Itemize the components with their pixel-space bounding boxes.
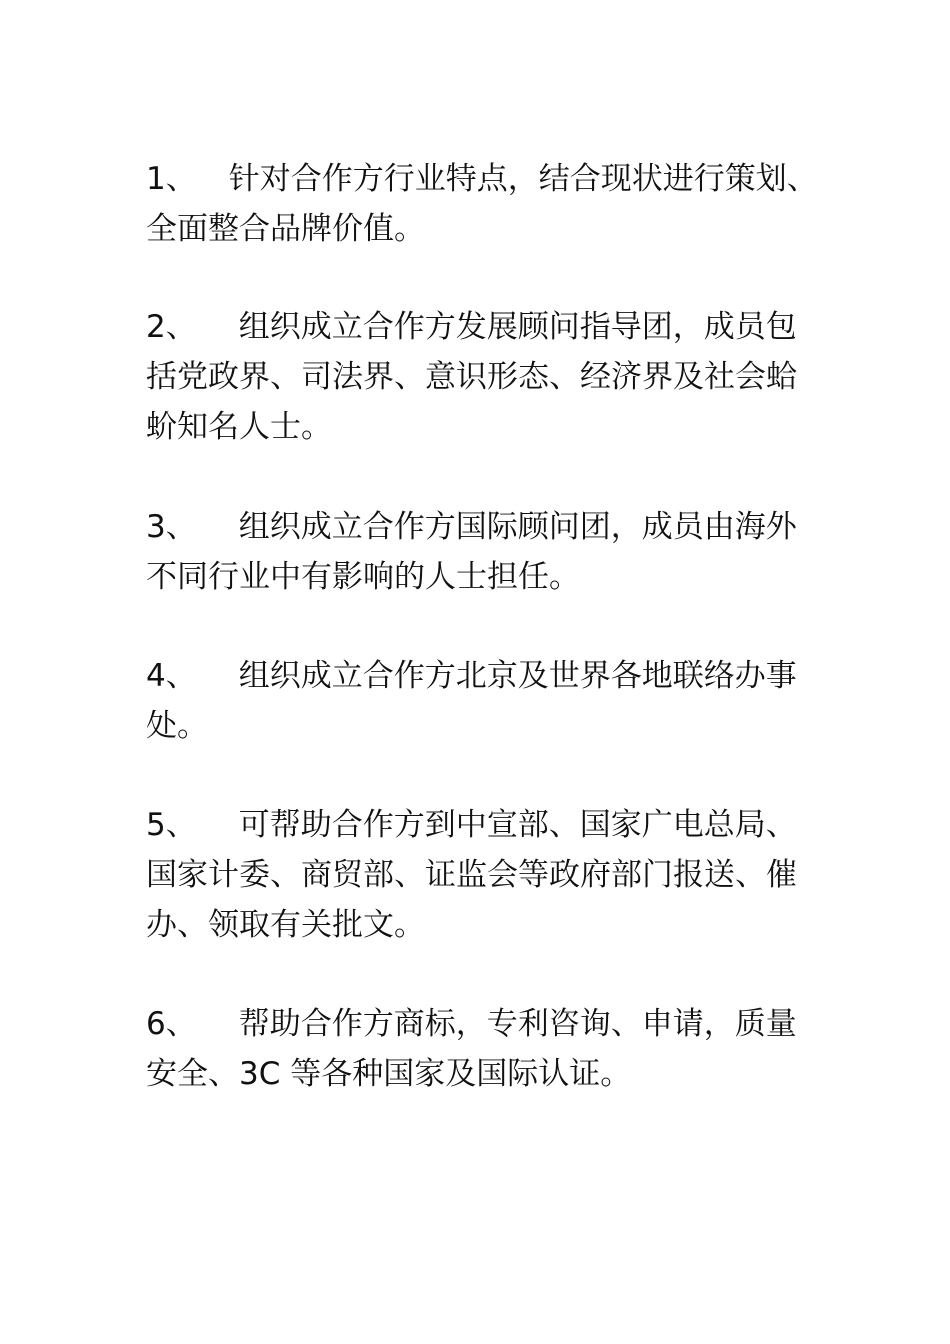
list-item xyxy=(146,502,826,602)
item-text-line: 可帮助合作方到中宣部、国家广电总局、 xyxy=(238,807,797,843)
list-item-first-line xyxy=(146,800,826,850)
item-text-line: 蚧知名人士。 xyxy=(146,409,332,445)
item-text-line: 帮助合作方商标，专利咨询、申请，质量 xyxy=(238,1006,797,1042)
list-item xyxy=(146,800,826,950)
item-text-line: 安全、3C 等各种国家及国际认证。 xyxy=(146,1056,632,1092)
list-item xyxy=(146,999,826,1099)
item-number: 4、 xyxy=(146,658,197,694)
list-item xyxy=(146,651,826,751)
item-text-line: 国家计委、商贸部、证监会等政府部门报送、催 xyxy=(146,857,797,893)
list-item-first-line xyxy=(146,651,826,701)
item-text-line: 括党政界、司法界、意识形态、经济界及社会蛤 xyxy=(146,359,797,395)
list-item-first-line xyxy=(146,154,826,204)
item-number: 1、 xyxy=(146,161,197,197)
item-text-line: 不同行业中有影响的人士担任。 xyxy=(146,559,580,595)
item-text-line: 办、领取有关批文。 xyxy=(146,907,425,943)
item-number: 2、 xyxy=(146,309,197,345)
item-text-line: 处。 xyxy=(146,708,208,744)
list-item-first-line xyxy=(146,502,826,552)
item-text-line: 全面整合品牌价值。 xyxy=(146,211,425,247)
list-item xyxy=(146,302,826,452)
list-item xyxy=(146,154,826,254)
item-text-line: 组织成立合作方发展顾问指导团，成员包 xyxy=(238,309,797,345)
item-number: 3、 xyxy=(146,509,197,545)
item-number: 5、 xyxy=(146,807,197,843)
item-text-line: 针对合作方行业特点，结合现状进行策划、 xyxy=(228,161,818,197)
list-item-first-line xyxy=(146,999,826,1049)
item-text-line: 组织成立合作方北京及世界各地联络办事 xyxy=(238,658,797,694)
item-number: 6、 xyxy=(146,1006,197,1042)
item-text-line: 组织成立合作方国际顾问团，成员由海外 xyxy=(238,509,797,545)
list-item-first-line xyxy=(146,302,826,352)
